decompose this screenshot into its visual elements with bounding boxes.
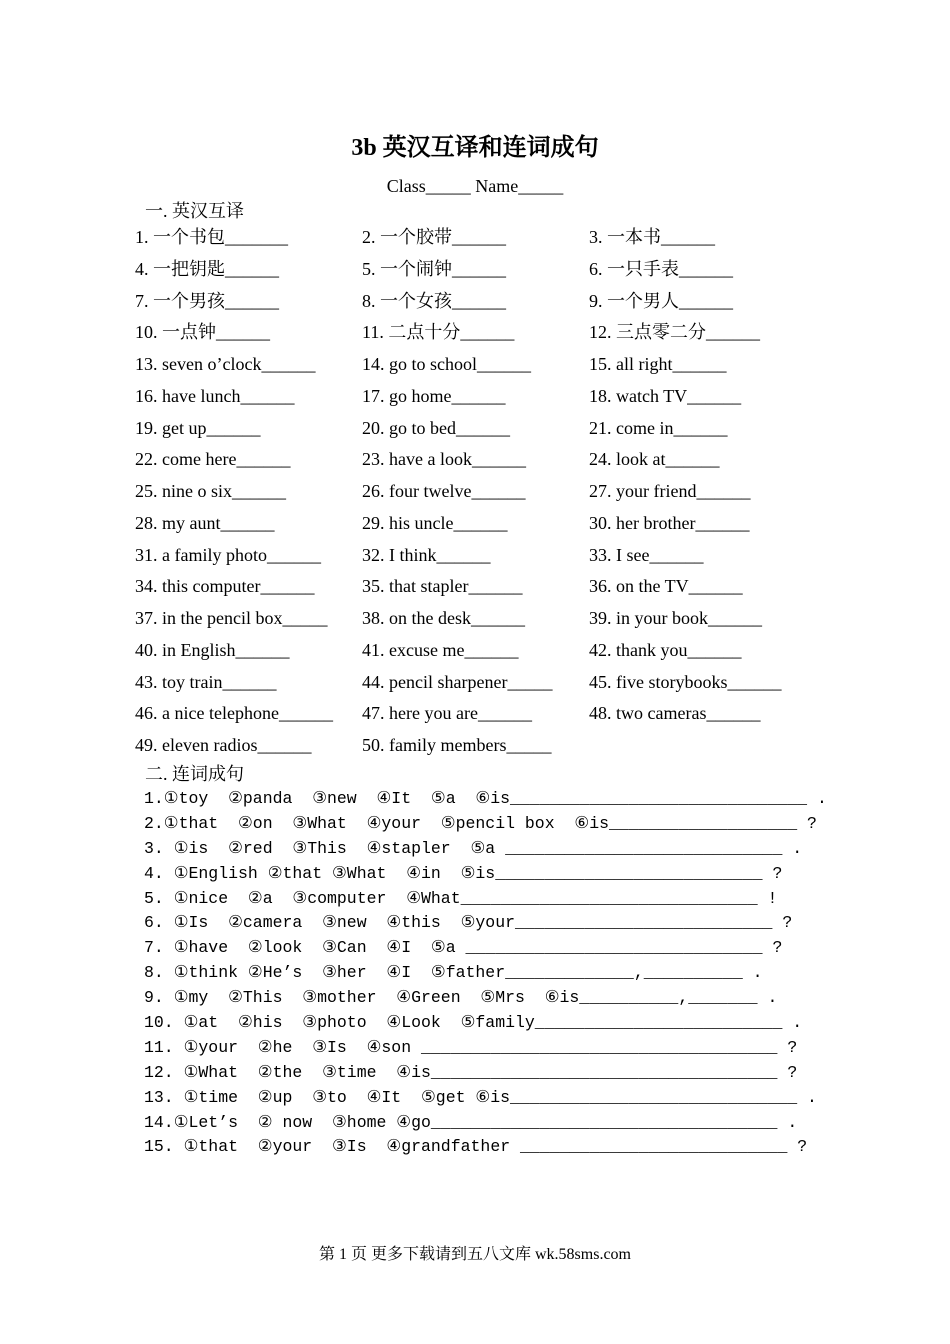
translation-item: 1. 一个书包_______ [135, 227, 288, 247]
translation-item: 32. I think______ [362, 544, 491, 565]
translation-item: 9. 一个男人______ [589, 290, 733, 311]
translation-grid [135, 222, 835, 762]
page-footer: 第 1 页 更多下载请到五八文库 wk.58sms.com [318, 1246, 631, 1263]
word-order-list [144, 787, 827, 1160]
translation-item: 15. all right______ [589, 354, 727, 374]
translation-item: 17. go home______ [362, 385, 506, 406]
page-title: 3b 英汉互译和连词成句 [351, 135, 599, 161]
translation-item: 29. his uncle______ [362, 512, 508, 533]
word-order-item: 5. ①nice ②a ③computer ④What______________________________ ! [144, 888, 778, 908]
translation-item: 43. toy train______ [135, 671, 277, 692]
translation-item: 16. have lunch______ [135, 385, 295, 406]
translation-item: 30. her brother______ [589, 512, 750, 533]
word-order-item: 6. ①Is ②camera ③new ④this ⑤your__________________________ ? [144, 913, 793, 933]
translation-item: 27. your friend______ [589, 481, 751, 501]
translation-item: 47. here you are______ [362, 703, 532, 724]
translation-item: 23. have a look______ [362, 449, 526, 470]
translation-item: 36. on the TV______ [589, 576, 743, 597]
translation-item: 46. a nice telephone______ [135, 703, 333, 724]
word-order-item: 4. ①English ②that ③What ④in ⑤is___________________________ ? [144, 863, 783, 883]
translation-item: 19. get up______ [135, 417, 261, 438]
word-order-item: 9. ①my ②This ③mother ④Green ⑤Mrs ⑥is__________,_______ . [144, 988, 778, 1008]
translation-item: 42. thank you______ [589, 639, 742, 660]
translation-item: 7. 一个男孩______ [135, 290, 279, 311]
section2-title: 二. 连词成句 [145, 764, 244, 784]
translation-item: 26. four twelve______ [362, 481, 526, 501]
translation-item: 31. a family photo______ [135, 544, 321, 565]
translation-item: 48. two cameras______ [589, 703, 761, 724]
translation-item: 28. my aunt______ [135, 512, 275, 533]
translation-item: 4. 一把钥匙______ [135, 258, 279, 279]
word-order-item: 1.①toy ②panda ③new ④It ⑤a ⑥is______________________________ . [144, 789, 827, 808]
translation-item: 38. on the desk______ [362, 608, 525, 628]
word-order-item: 14.①Let’s ② now ③home ④go___________________________________ . [144, 1112, 798, 1132]
translation-item: 12. 三点零二分______ [589, 322, 760, 343]
word-order-item: 7. ①have ②look ③Can ④I ⑤a ______________________________ ? [144, 938, 783, 958]
word-order-item: 3. ①is ②red ③This ④stapler ⑤a ____________________________ . [144, 838, 803, 858]
translation-item: 40. in English______ [135, 639, 290, 660]
translation-item: 21. come in______ [589, 417, 728, 438]
translation-item: 2. 一个胶带______ [362, 227, 506, 247]
word-order-item: 8. ①think ②He’s ③her ④I ⑤father_____________,__________ . [144, 963, 763, 983]
word-order-item: 2.①that ②on ③What ④your ⑤pencil box ⑥is___________________ ? [144, 813, 817, 833]
translation-item: 24. look at______ [589, 449, 720, 470]
translation-item: 50. family members_____ [362, 735, 552, 755]
translation-item: 37. in the pencil box_____ [135, 608, 328, 628]
translation-item: 18. watch TV______ [589, 385, 742, 406]
translation-item: 34. this computer______ [135, 576, 315, 597]
translation-item: 33. I see______ [589, 544, 704, 565]
translation-item: 45. five storybooks______ [589, 671, 782, 692]
translation-item: 11. 二点十分______ [362, 322, 515, 343]
translation-item: 3. 一本书______ [589, 227, 715, 247]
translation-item: 22. come here______ [135, 449, 291, 470]
translation-item: 44. pencil sharpener_____ [362, 671, 553, 692]
section1-title: 一. 英汉互译 [145, 201, 244, 221]
translation-item: 41. excuse me______ [362, 639, 519, 660]
translation-item: 13. seven o’clock______ [135, 354, 316, 374]
translation-item: 8. 一个女孩______ [362, 290, 506, 311]
word-order-item: 13. ①time ②up ③to ④It ⑤get ⑥is_____________________________ . [144, 1087, 817, 1107]
class-name-line: Class_____ Name_____ [386, 176, 564, 196]
translation-item: 14. go to school______ [362, 354, 531, 374]
translation-item: 25. nine o six______ [135, 481, 286, 501]
word-order-item: 11. ①your ②he ③Is ④son ____________________________________ ? [144, 1037, 798, 1057]
translation-item: 20. go to bed______ [362, 417, 510, 438]
translation-item: 35. that stapler______ [362, 576, 523, 597]
word-order-item: 10. ①at ②his ③photo ④Look ⑤family_________________________ . [144, 1013, 803, 1033]
translation-item: 49. eleven radios______ [135, 735, 312, 755]
translation-item: 10. 一点钟______ [135, 322, 270, 343]
translation-item: 5. 一个闹钟______ [362, 258, 506, 279]
word-order-item: 12. ①What ②the ③time ④is___________________________________ ? [144, 1062, 798, 1082]
translation-item: 39. in your book______ [589, 608, 762, 628]
translation-item: 6. 一只手表______ [589, 258, 733, 279]
word-order-item: 15. ①that ②your ③Is ④grandfather ___________________________ ? [144, 1137, 808, 1157]
